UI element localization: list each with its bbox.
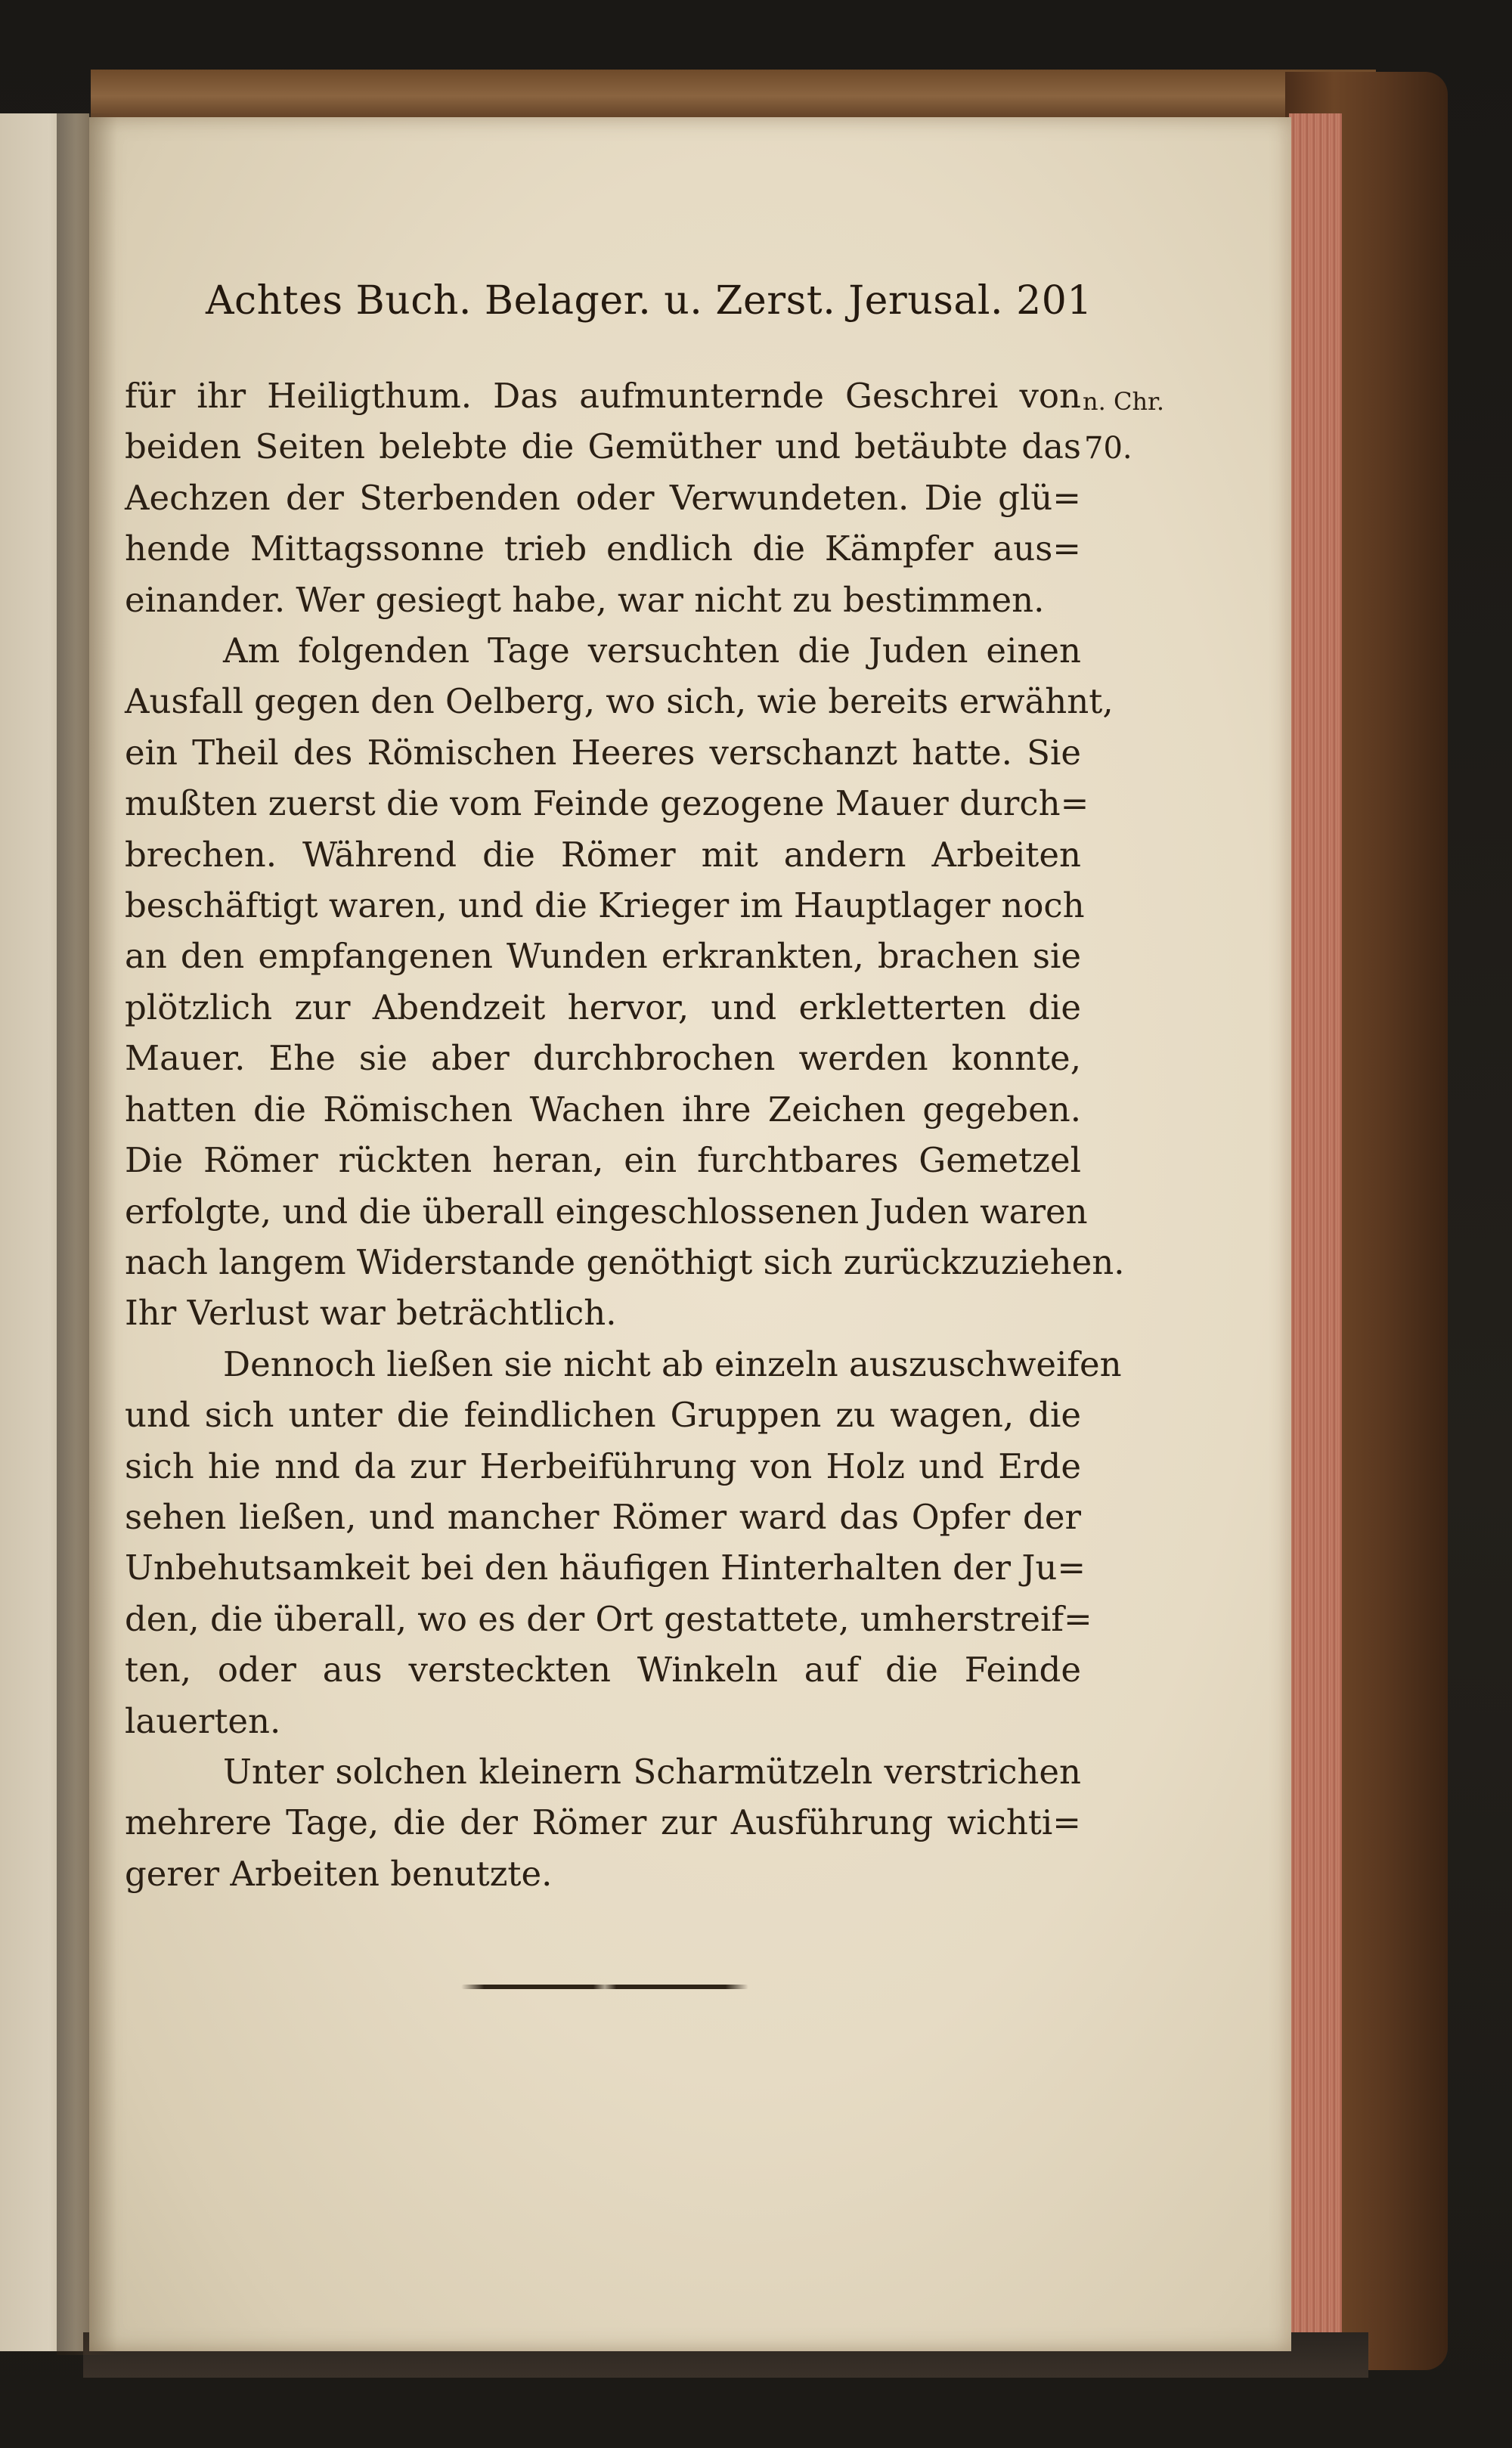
- end-rule-ornament: [461, 1985, 748, 1989]
- text-line: für ihr Heiligthum. Das aufmunternde Geschrei von: [125, 376, 1081, 416]
- text-line: Die Römer rückten heran, ein furchtbares Gemetzel: [125, 1140, 1081, 1181]
- text-line: Unbehutsamkeit bei den häufigen Hinterhalten der Ju=: [125, 1548, 1086, 1588]
- paragraph-4: [125, 1746, 1081, 1899]
- text-line: gerer Arbeiten benutzte.: [125, 1853, 553, 1894]
- text-line: brechen. Während die Römer mit andern Arbeiten: [125, 834, 1081, 875]
- text-line: Dennoch ließen sie nicht ab einzeln auszuschweifen: [223, 1343, 1122, 1384]
- text-line: Unter solchen kleinern Scharmützeln verstrichen: [223, 1751, 1081, 1792]
- text-line: beiden Seiten belebte die Gemüther und betäubte das: [125, 426, 1081, 467]
- text-line: einander. Wer gesiegt habe, war nicht zu bestimmen.: [125, 579, 1045, 620]
- text-line: sehen ließen, und mancher Römer ward das Opfer der: [125, 1496, 1081, 1537]
- text-line: an den empfangenen Wunden erkrankten, brachen sie: [125, 936, 1081, 977]
- text-line: hatten die Römischen Wachen ihre Zeichen gegeben.: [125, 1089, 1081, 1129]
- text-line: und sich unter die feindlichen Gruppen zu wagen, die: [125, 1395, 1081, 1436]
- text-line: ten, oder aus versteckten Winkeln auf die Feinde: [125, 1650, 1081, 1690]
- margin-note-era: n. Chr.: [1083, 387, 1164, 416]
- margin-note: [1083, 378, 1164, 472]
- text-line: ein Theil des Römischen Heeres verschanzt hatte. Sie: [125, 732, 1081, 773]
- text-line: Am folgenden Tage versuchten die Juden einen: [223, 631, 1081, 671]
- text-line: plötzlich zur Abendzeit hervor, und erkletterten die: [125, 987, 1081, 1027]
- text-line: nach langem Widerstande genöthigt sich zurückzuziehen.: [125, 1241, 1125, 1282]
- running-header: [206, 278, 1092, 324]
- text-line: mehrere Tage, die der Römer zur Ausführung wichti=: [125, 1802, 1081, 1843]
- text-line: Aechzen der Sterbenden oder Verwundeten. Die glü=: [125, 477, 1081, 518]
- text-line: mußten zuerst die vom Feinde gezogene Mauer durch=: [125, 783, 1089, 824]
- text-line: den, die überall, wo es der Ort gestattete, umherstreif=: [125, 1598, 1092, 1639]
- text-line: lauerten.: [125, 1700, 281, 1741]
- paragraph-3: [125, 1339, 1122, 1746]
- text-line: erfolgte, und die überall eingeschlossenen Juden waren: [125, 1191, 1088, 1232]
- text-line: Ausfall gegen den Oelberg, wo sich, wie bereits erwähnt,: [125, 681, 1114, 722]
- book-cover-top: [91, 70, 1376, 122]
- margin-note-year: 70.: [1084, 431, 1132, 466]
- text-line: Mauer. Ehe sie aber durchbrochen werden konnte,: [125, 1038, 1081, 1079]
- paragraph-1: [125, 370, 1081, 625]
- page-edges: [1289, 113, 1342, 2359]
- text-line: sich hie nnd da zur Herbeiführung von Holz und Erde: [125, 1446, 1081, 1486]
- text-line: hende Mittagssonne trieb endlich die Kämpfer aus=: [125, 528, 1081, 569]
- text-line: Ihr Verlust war beträchtlich.: [125, 1293, 617, 1334]
- text-line: beschäftigt waren, und die Krieger im Hauptlager noch: [125, 885, 1085, 926]
- page-number: 201: [1016, 278, 1092, 324]
- running-title: Achtes Buch. Belager. u. Zerst. Jerusal.: [206, 278, 1004, 324]
- paragraph-2: [125, 625, 1125, 1339]
- gutter-shadow: [57, 113, 117, 2355]
